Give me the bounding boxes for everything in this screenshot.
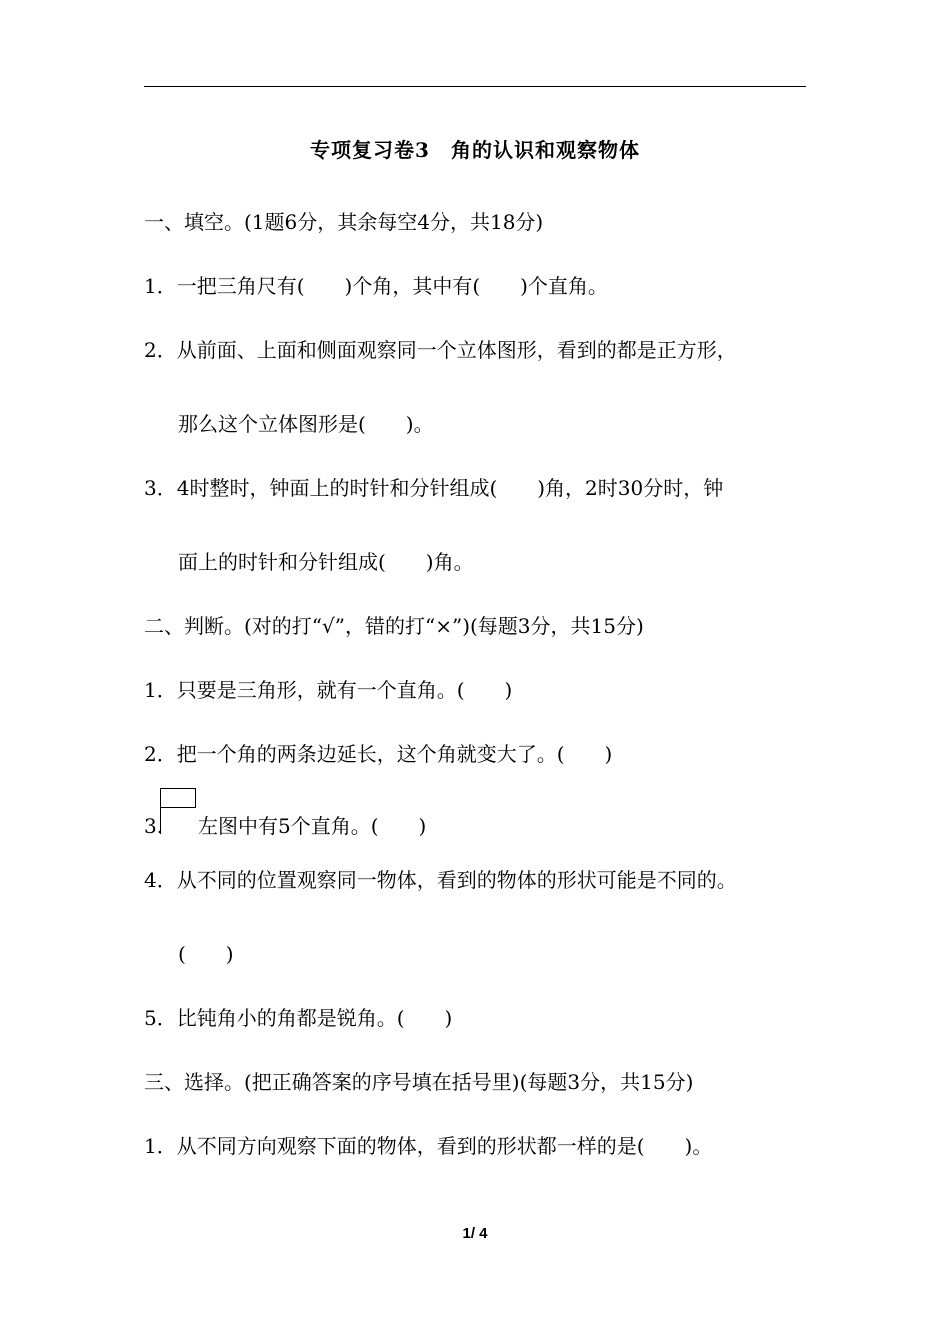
flag-figure-box [160, 788, 196, 808]
question-2-1: 1．只要是三角形，就有一个直角。( ) [144, 678, 513, 702]
question-1-3-line-1: 3．4时整时，钟面上的时针和分针组成( )角，2时30分时，钟 [144, 476, 724, 500]
section-2-heading: 二、判断。(对的打“√”，错的打“×”)(每题3分，共15分) [144, 614, 644, 638]
question-1-2-line-2: 那么这个立体图形是( )。 [178, 412, 434, 436]
question-2-3: 左图中有5个直角。( ) [198, 814, 427, 838]
question-1-3-line-2: 面上的时针和分针组成( )角。 [178, 550, 474, 574]
header-rule [144, 86, 806, 87]
question-2-5: 5．比钝角小的角都是锐角。( ) [144, 1006, 453, 1030]
question-3-1: 1．从不同方向观察下面的物体，看到的形状都一样的是( )。 [144, 1134, 713, 1158]
question-1-1: 1．一把三角尺有( )个角，其中有( )个直角。 [144, 274, 608, 298]
page-title: 专项复习卷3 角的认识和观察物体 [310, 138, 640, 162]
section-3-heading: 三、选择。(把正确答案的序号填在括号里)(每题3分，共15分) [144, 1070, 694, 1094]
page-number: 1/ 4 [462, 1225, 488, 1242]
question-2-4-line-1: 4．从不同的位置观察同一物体，看到的物体的形状可能是不同的。 [144, 868, 737, 892]
question-2-3-number: 3. [144, 814, 164, 838]
section-1-heading: 一、填空。(1题6分，其余每空4分，共18分) [144, 210, 544, 234]
question-1-2-line-1: 2．从前面、上面和侧面观察同一个立体图形，看到的都是正方形， [144, 338, 737, 362]
question-2-2: 2．把一个角的两条边延长，这个角就变大了。( ) [144, 742, 613, 766]
question-2-4-line-2: ( ) [178, 942, 234, 966]
